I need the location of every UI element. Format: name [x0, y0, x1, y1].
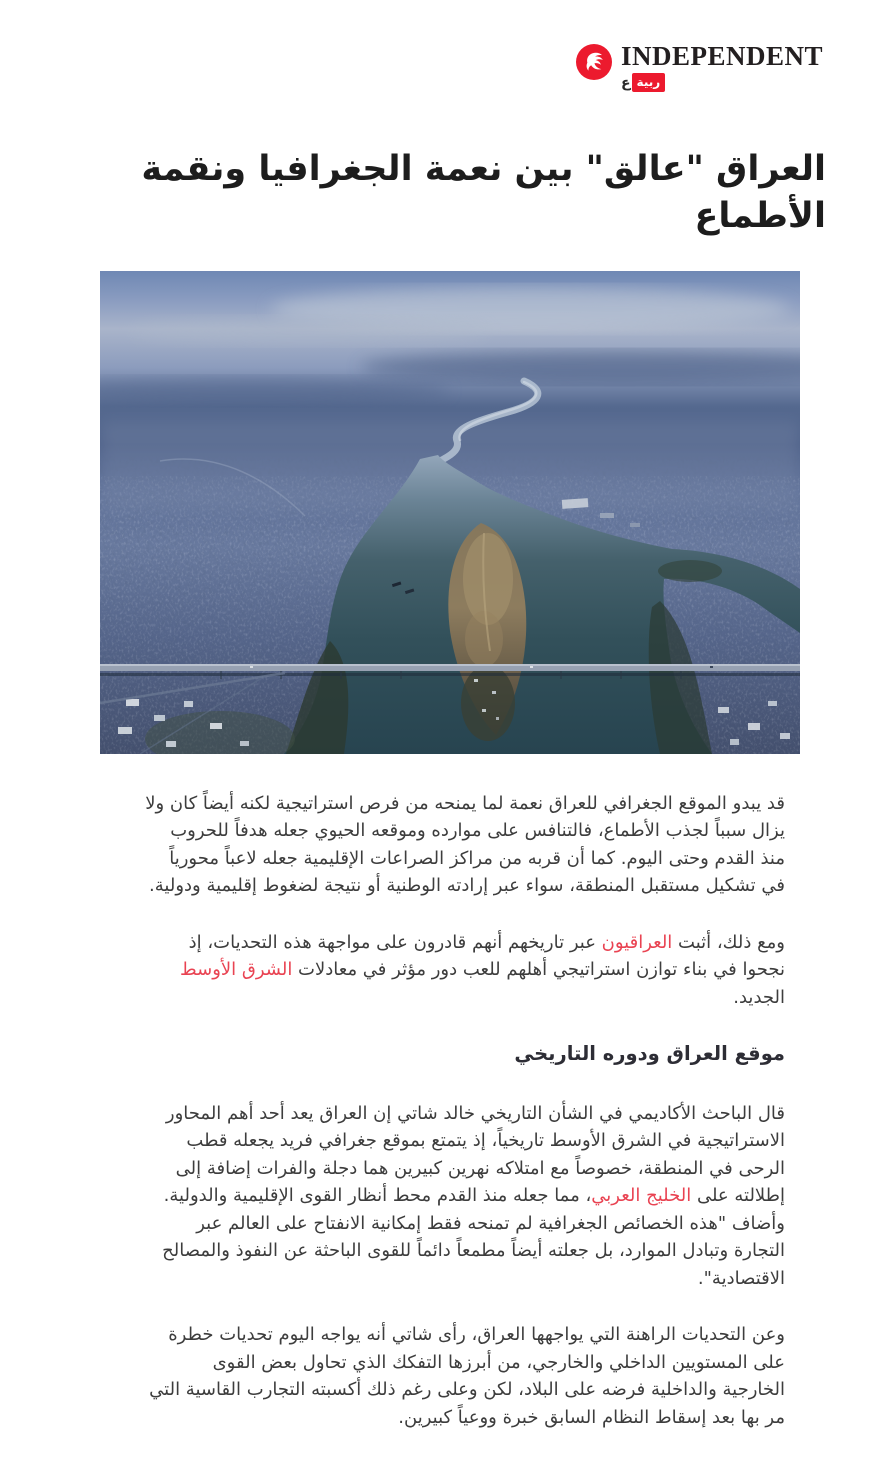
- paragraph-text: عبر تاريخهم أنهم قادرون على مواجهة هذه التحديات، إذ نجحوا في بناء توازن استراتيجي أهلهم للعب دور مؤثر في معادلات: [188, 931, 785, 980]
- article-headline: العراق "عالق" بين نعمة الجغرافيا ونقمة الأطماع: [141, 149, 826, 237]
- inline-link[interactable]: الخليج العربي: [591, 1185, 692, 1206]
- article-body: [145, 790, 785, 1432]
- paragraph-text: ومع ذلك، أثبت: [672, 931, 785, 953]
- logo-text: [621, 40, 823, 92]
- article-paragraph: [145, 790, 785, 900]
- paragraph-text: قال الباحث الأكاديمي في الشأن التاريخي خالد شاتي إن العراق يعد أحد أهم المحاور الاستراتيجية في الشرق الأوسط تاريخياً، إذ يتمتع بموقع جغرافي فريد يجعله قطب الرحى في المنطقة، خصوصاً مع امتلاكه نهرين كبيرين هما دجلة والفرات إضافة إلى إطلالته على: [165, 1102, 785, 1206]
- brand-arabic-badge: [621, 73, 823, 92]
- article-paragraph: [145, 929, 785, 1012]
- paragraph-text: الجديد.: [733, 986, 785, 1008]
- brand-arabic-ain: ع: [620, 74, 631, 91]
- brand-arabic-boxed: ربية: [632, 73, 666, 92]
- aerial-river-city-photo: [100, 271, 800, 754]
- inline-link[interactable]: الشرق الأوسط: [180, 959, 293, 980]
- independent-logo[interactable]: [576, 40, 823, 92]
- inline-link[interactable]: العراقيون: [601, 931, 673, 953]
- eagle-icon: [576, 44, 612, 80]
- paragraph-text: وعن التحديات الراهنة التي يواجهها العراق، رأى شاتي أنه يواجه اليوم تحديات خطرة على المستويين الداخلي والخارجي، من أبرزها التفكك الذي تحاول بعض القوى الخارجية والداخلية فرضه على البلاد، لكن وعلى رغم ذلك أكسبته التجارب القاسية التي مر بها بعد إسقاط النظام السابق خبرة ووعياً كبيرين.: [149, 1324, 785, 1428]
- article-hero-image: [100, 271, 800, 754]
- paragraph-text: ، مما جعله منذ القدم محط أنظار القوى الإقليمية والدولية. وأضاف "هذه الخصائص الجغرافية لم تمنحه فقط إمكانية الانفتاح على العالم عبر التجارة وتبادل الموارد، بل جعلته أيضاً مطمعاً دائماً للقوى الباحثة عن النفوذ والمصالح الاقتصادية".: [162, 1185, 785, 1289]
- article-paragraph: [145, 1100, 785, 1293]
- paragraph-text: قد يبدو الموقع الجغرافي للعراق نعمة لما يمنحه من فرص استراتيجية لكنه أيضاً كان ولا يزال سبباً لجذب الأطماع، فالتنافس على موارده وموقعه الحيوي جعله هدفاً للحروب منذ القدم وحتى اليوم. كما أن قربه من مراكز الصراعات الإقليمية جعله لاعباً محورياً في تشكيل مستقبل المنطقة، سواء عبر إرادته الوطنية أو نتيجة لضغوط إقليمية ودولية.: [145, 792, 785, 896]
- brand-wordmark: INDEPENDENT: [620, 41, 823, 71]
- section-heading: موقع العراق ودوره التاريخي: [514, 1042, 785, 1065]
- article-paragraph: [145, 1321, 785, 1431]
